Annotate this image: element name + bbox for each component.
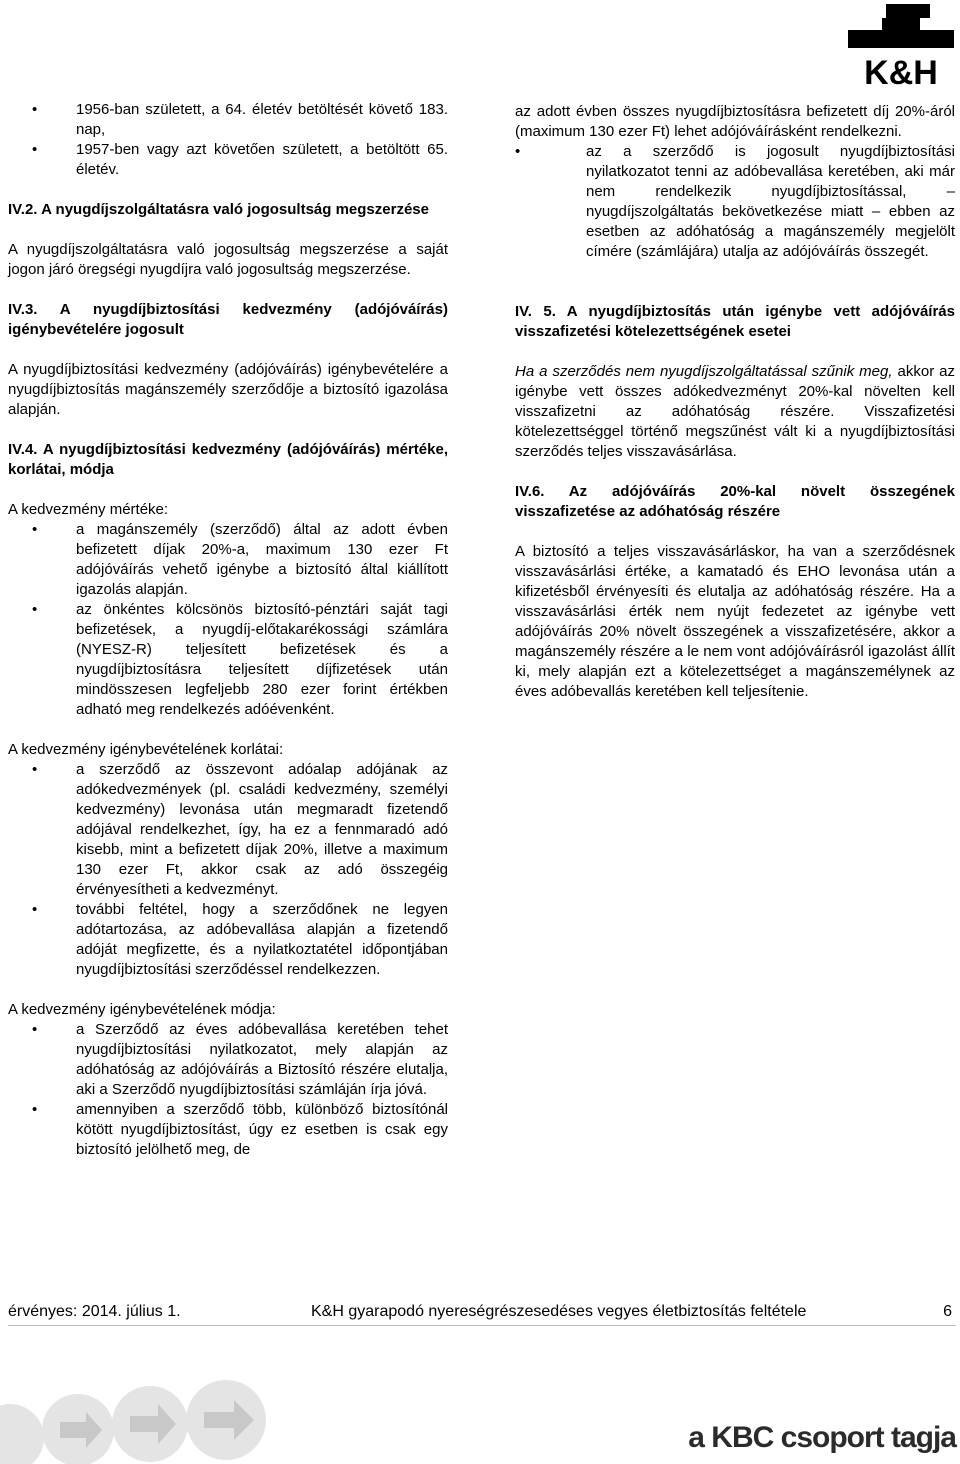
paragraph-iv5-rest: akkor az igénybe vett összes adókedvezményt 20%-kal növelten kell visszafizetni az adóhatóság részére. Visszafizetési kötelezettséggel történő megszűnést vált ki a nyugdíjbiztosítási szerződés teljes visszavásárlása.	[515, 363, 956, 460]
left-column	[8, 100, 448, 1160]
paragraph-iv6: A biztosító a teljes visszavásárláskor, ha van a szerződésnek visszavásárlási értéke, a kamatadó és EHO levonása után a kifizetésből érvényesíti és elutalja az adóhatóság részére. Ha a visszavásárlási érték nem nyújt fedezetet az igénybe vett adójóváírás 20% növelt összegének a visszafizetésére, akkor a magánszemély részére a le nem vont adójóváírásról igazolást állít ki, mely alapján ezt a kötelezettséget a magánszemélynek az éves adóbevallás keretében kell teljesítenie.	[515, 543, 955, 700]
footer-valid-date: érvényes: 2014. július 1.	[8, 1303, 181, 1320]
list-item: • további feltétel, hogy a szerződőnek ne legyen adótartozása, az adóbevallása alapján a fizetendő adóját megfizette, és a nyilatkoztatétel időpontjában nyugdíjbiztosítási szerződéssel rendelkezzen.	[76, 900, 448, 980]
kh-logo	[846, 0, 956, 88]
birth-year-list	[8, 100, 448, 180]
list-item: • az önkéntes kölcsönös biztosító-pénztári saját tagi befizetések, a nyugdíj-előtakarékossági számlára (NYESZ-R) teljesített befizetések és a nyugdíjbiztosításra teljesített díjfizetések után mindösszesen legfeljebb 280 ezer forint értékben adható meg rendelkezés adóévenként.	[76, 600, 448, 720]
heading-iv2: IV.2. A nyugdíjszolgáltatásra való jogosultság megszerzése	[8, 201, 429, 218]
korlatai-list	[8, 760, 448, 980]
heading-iv6: IV.6. Az adójóváírás 20%-kal növelt összegének visszafizetése az adóhatóság részére	[515, 483, 955, 520]
footer-divider	[8, 1325, 956, 1326]
list-item: • a magánszemély (szerződő) által az adott évben befizetett díjak 20%-a, maximum 130 ezer Ft adójóváírás vehető igénybe a biztosító által kiállított igazolás alapján.	[76, 520, 448, 600]
kbc-group-tagline: a KBC csoport tagja	[688, 1421, 956, 1454]
list-item: • 1956-ban született, a 64. életév betöltését követő 183. nap,	[76, 100, 448, 140]
label-modja: A kedvezmény igénybevételének módja:	[8, 1001, 276, 1018]
footer-title: K&H gyarapodó nyereségrészesedéses vegyes életbiztosítás feltétele	[311, 1303, 807, 1320]
label-korlatai: A kedvezmény igénybevételének korlátai:	[8, 741, 284, 758]
merteke-list	[8, 520, 448, 720]
heading-iv5: IV. 5. A nyugdíjbiztosítás után igénybe vett adójóváírás visszafizetési kötelezettségének esetei	[515, 303, 955, 340]
right-column	[515, 102, 955, 702]
list-item: • a Szerződő az éves adóbevallása keretében tehet nyugdíjbiztosítási nyilatkozatot, mely alapján az adóhatóság az adójóváírás a Biztosító részére elutalja, aki a Szerződő nyugdíjbiztosítási számláján írja jóvá.	[76, 1020, 448, 1100]
logo-text: K&H	[864, 54, 938, 88]
list-item: • 1957-ben vagy azt követően született, a betöltött 65. életév.	[76, 140, 448, 180]
list-item: • a szerződő az összevont adóalap adójának az adókedvezmények (pl. családi kedvezmény, személyi kedvezmény) levonása után megmaradt fizetendő adójával rendelkezhet, így, ha ez a fennmaradó adó kisebb, mint a befizetett díjak 20%, illetve a maximum 130 ezer Ft, akkor csak az adó összegéig érvényesítheti a kedvezményt.	[76, 760, 448, 900]
heading-iv4: IV.4. A nyugdíjbiztosítási kedvezmény (adójóváírás) mértéke, korlátai, módja	[8, 441, 448, 478]
page-footer	[8, 1302, 956, 1324]
continued-list	[515, 142, 955, 262]
paragraph-iv3: A nyugdíjbiztosítási kedvezmény (adójóváírás) igénybevételére a nyugdíjbiztosítás magánszemély szerződője a biztosító igazolása alapján.	[8, 361, 448, 418]
list-item: • amennyiben a szerződő több, különböző biztosítónál kötött nyugdíjbiztosítást, úgy ez esetben is csak egy biztosító jelölhető meg, de	[76, 1100, 448, 1160]
heading-iv3: IV.3. A nyugdíjbiztosítási kedvezmény (adójóváírás) igénybevételére jogosult	[8, 301, 448, 338]
label-merteke: A kedvezmény mértéke:	[8, 501, 169, 518]
arrow-decoration-icon	[0, 1380, 300, 1464]
paragraph-continued: az adott évben összes nyugdíjbiztosításra befizetett díj 20%-áról (maximum 130 ezer Ft) lehet adójóváírásként rendelkezni.	[515, 103, 955, 140]
modja-list	[8, 1020, 448, 1160]
page-number: 6	[943, 1303, 952, 1320]
paragraph-iv5	[515, 362, 955, 462]
paragraph-iv5-italic: Ha a szerződés nem nyugdíjszolgáltatással szűnik meg,	[515, 363, 893, 380]
list-item: • az a szerződő is jogosult nyugdíjbiztosítási nyilatkozatot tenni az adóbevallása keretében, aki már nem rendelkezik nyugdíjbiztosítással, – nyugdíjszolgáltatás bekövetkezése miatt – ebben az esetben az adóhatóság a magánszemély megjelölt címére (számlájára) utalja az adójóváírás összegét.	[586, 142, 955, 262]
paragraph-iv2: A nyugdíjszolgáltatásra való jogosultság megszerzése a saját jogon járó öregségi nyugdíjra való jogosultság megszerzése.	[8, 241, 448, 278]
